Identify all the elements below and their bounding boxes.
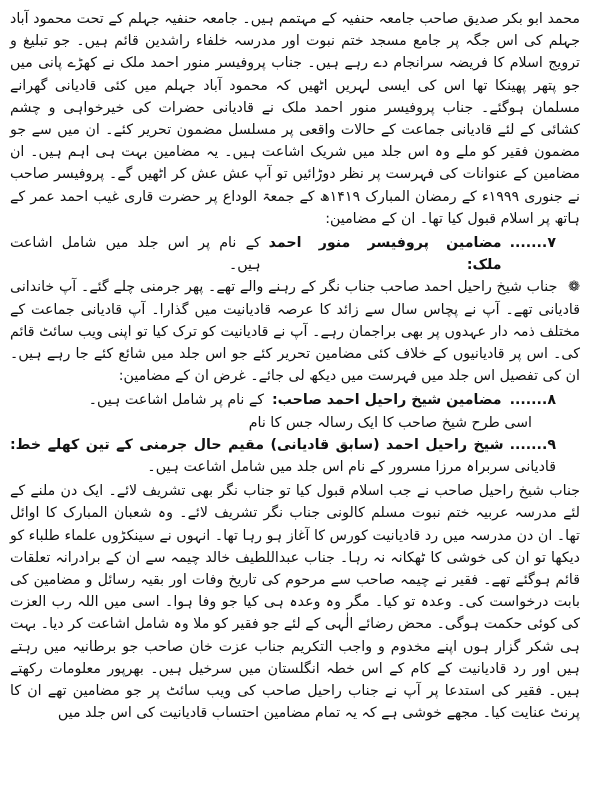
sub-line <box>10 412 580 434</box>
list-item-number: ۷....... <box>509 235 556 252</box>
list-item-9 <box>10 434 580 478</box>
list-item-text: کے نام پر شامل اشاعت ہیں۔ <box>88 392 264 409</box>
intro-paragraph <box>10 8 580 230</box>
list-item-7 <box>10 232 580 276</box>
list-item-number: ۹....... <box>509 436 557 453</box>
closing-paragraph <box>10 480 580 724</box>
sub-line-text: اسی طرح شیخ صاحب کا ایک رسالہ جس کا نام <box>248 414 532 431</box>
list-item-number: ۸....... <box>509 392 556 409</box>
list-item-text: کے نام پر اس جلد میں شامل اشاعت ہیں۔ <box>10 235 261 274</box>
intro-paragraph-text: محمد ابو بکر صدیق صاحب جامعہ حنفیہ کے مہتمم ہیں۔ جامعہ حنفیہ جہلم کے تحت محمود آباد جہلم کی اس جگہ پر جامع مسجد ختم نبوت اور مدرسہ خلفاء راشدین قائم ہیں۔ جو تبلیغ و ترویج اسلام کا فریضہ سرانجام دے رہے ہیں۔ جناب پروفیسر منور احمد ملک نے کھڑے پانی میں جو پتھر پھینکا تھا اس کی ایسی لہریں اٹھیں کہ محمود آباد جہلم میں کئی قادیانی گھرانے مسلمان ہوگئے۔ جناب پروفیسر منور احمد ملک نے قادیانی حضرات کی خیرخواہی و چشم کشائی کے لئے قادیانی جماعت کے حالات واقعی پر مسلسل مضمون تحریر کئے۔ ان میں سے جو مضمون فقیر کو ملے وہ اس جلد میں شریک اشاعت ہیں۔ یہ مضامین بہت ہی اہم ہیں۔ ان مضامین کے عنوانات کی فہرست پر نظر دوڑائیں تو آپ عش عش کر اٹھیں گے۔ پروفیسر صاحب نے جنوری ۱۹۹۹ء کے رمضان المبارک ۱۴۱۹ھ کے جمعۃ الوداع پر حضرت قاری غیب احمد عمر کے ہاتھ پر اسلام قبول کیا تھا۔ ان کے مضامین: <box>10 11 581 227</box>
list-item-heading: شیخ راحیل احمد (سابق قادیانی) مقیم حال جرمنی کے تین کھلے خط: <box>10 436 504 453</box>
closing-paragraph-text: جناب شیخ راحیل صاحب نے جب اسلام قبول کیا تو جناب نگر بھی تشریف لائے۔ ایک دن ملنے کے لئے مدرسہ عربیہ ختم نبوت مسلم کالونی جناب نگر تشریف لائے۔ وہ شعبان المبارک کا اوائل تھا۔ ان دن مدرسہ میں رد قادیانیت کورس کا آغاز ہو رہا تھا۔ انہوں نے سینکڑوں علماء طلباء کو دیکھا تو ان کی خوشی کا ٹھکانہ نہ رہا۔ جناب عبداللطیف خالد چیمہ سے ان کے برادرانہ تعلقات قائم ہوگئے تھے۔ فقیر نے چیمہ صاحب سے مرحوم کی تاریخ وفات اور بقیہ رسائل و مضامین کی بابت درخواست کی۔ وعدہ تو کیا۔ مگر وہ وعدہ ہی کیا جو وفا ہوا۔ اسی میں اللہ رب العزت کی کوئی حکمت ہوگی۔ محض رضائے الٰہی کے لئے جو فقیر کو ملا وہ شامل اشاعت کر دیا۔ بہت ہی شکر گزار ہوں اپنے مخدوم و واجب التکریم جناب عزت خان صاحب جو برطانیہ میں رہتے ہیں اور رد قادیانیت کے کام کے اس خطہ انگلستان میں سرخیل ہیں۔ بھرپور معلومات رکھتے ہیں۔ فقیر کی استدعا پر آپ نے جناب راحیل صاحب کی ویب سائٹ پر جو مضامین تھے ان کا پرنٹ عنایت کیا۔ مجھے خوشی ہے کہ یہ تمام مضامین احتساب قادیانیت کی اس جلد میں <box>10 483 580 722</box>
flower-bullet-icon: ❁ <box>568 279 580 296</box>
list-item-8 <box>10 389 580 411</box>
bullet-paragraph-text: جناب شیخ راحیل احمد صاحب جناب نگر کے رہنے والے تھے۔ پھر جرمنی چلے گئے۔ آپ خاندانی قادیانی تھے۔ آپ نے پچاس سال سے زائد کا عرصہ قادیانیت میں گذارا۔ آپ قادیانی جماعت کے مختلف ذمہ دار عہدوں پر بھی براجمان رہے۔ آپ نے قادیانیت کو ترک کیا تو اپنی ویب سائٹ قائم کی۔ اس پر قادیانیوں کے خلاف کئی مضامین تحریر کئے جو اس جلد میں شائع کئے جا رہے ہیں۔ ان کی تفصیل اس جلد میں فہرست میں دیکھ لی جائے۔ غرض ان کے مضامین: <box>10 279 580 385</box>
list-item-heading: مضامین شیخ راحیل احمد صاحب: <box>271 392 502 409</box>
list-item-text: قادیانی سربراہ مرزا مسرور کے نام اس جلد میں شامل اشاعت ہیں۔ <box>147 459 556 476</box>
list-item-heading: مضامین پروفیسر منور احمد ملک: <box>268 235 502 274</box>
bullet-paragraph <box>10 276 580 387</box>
